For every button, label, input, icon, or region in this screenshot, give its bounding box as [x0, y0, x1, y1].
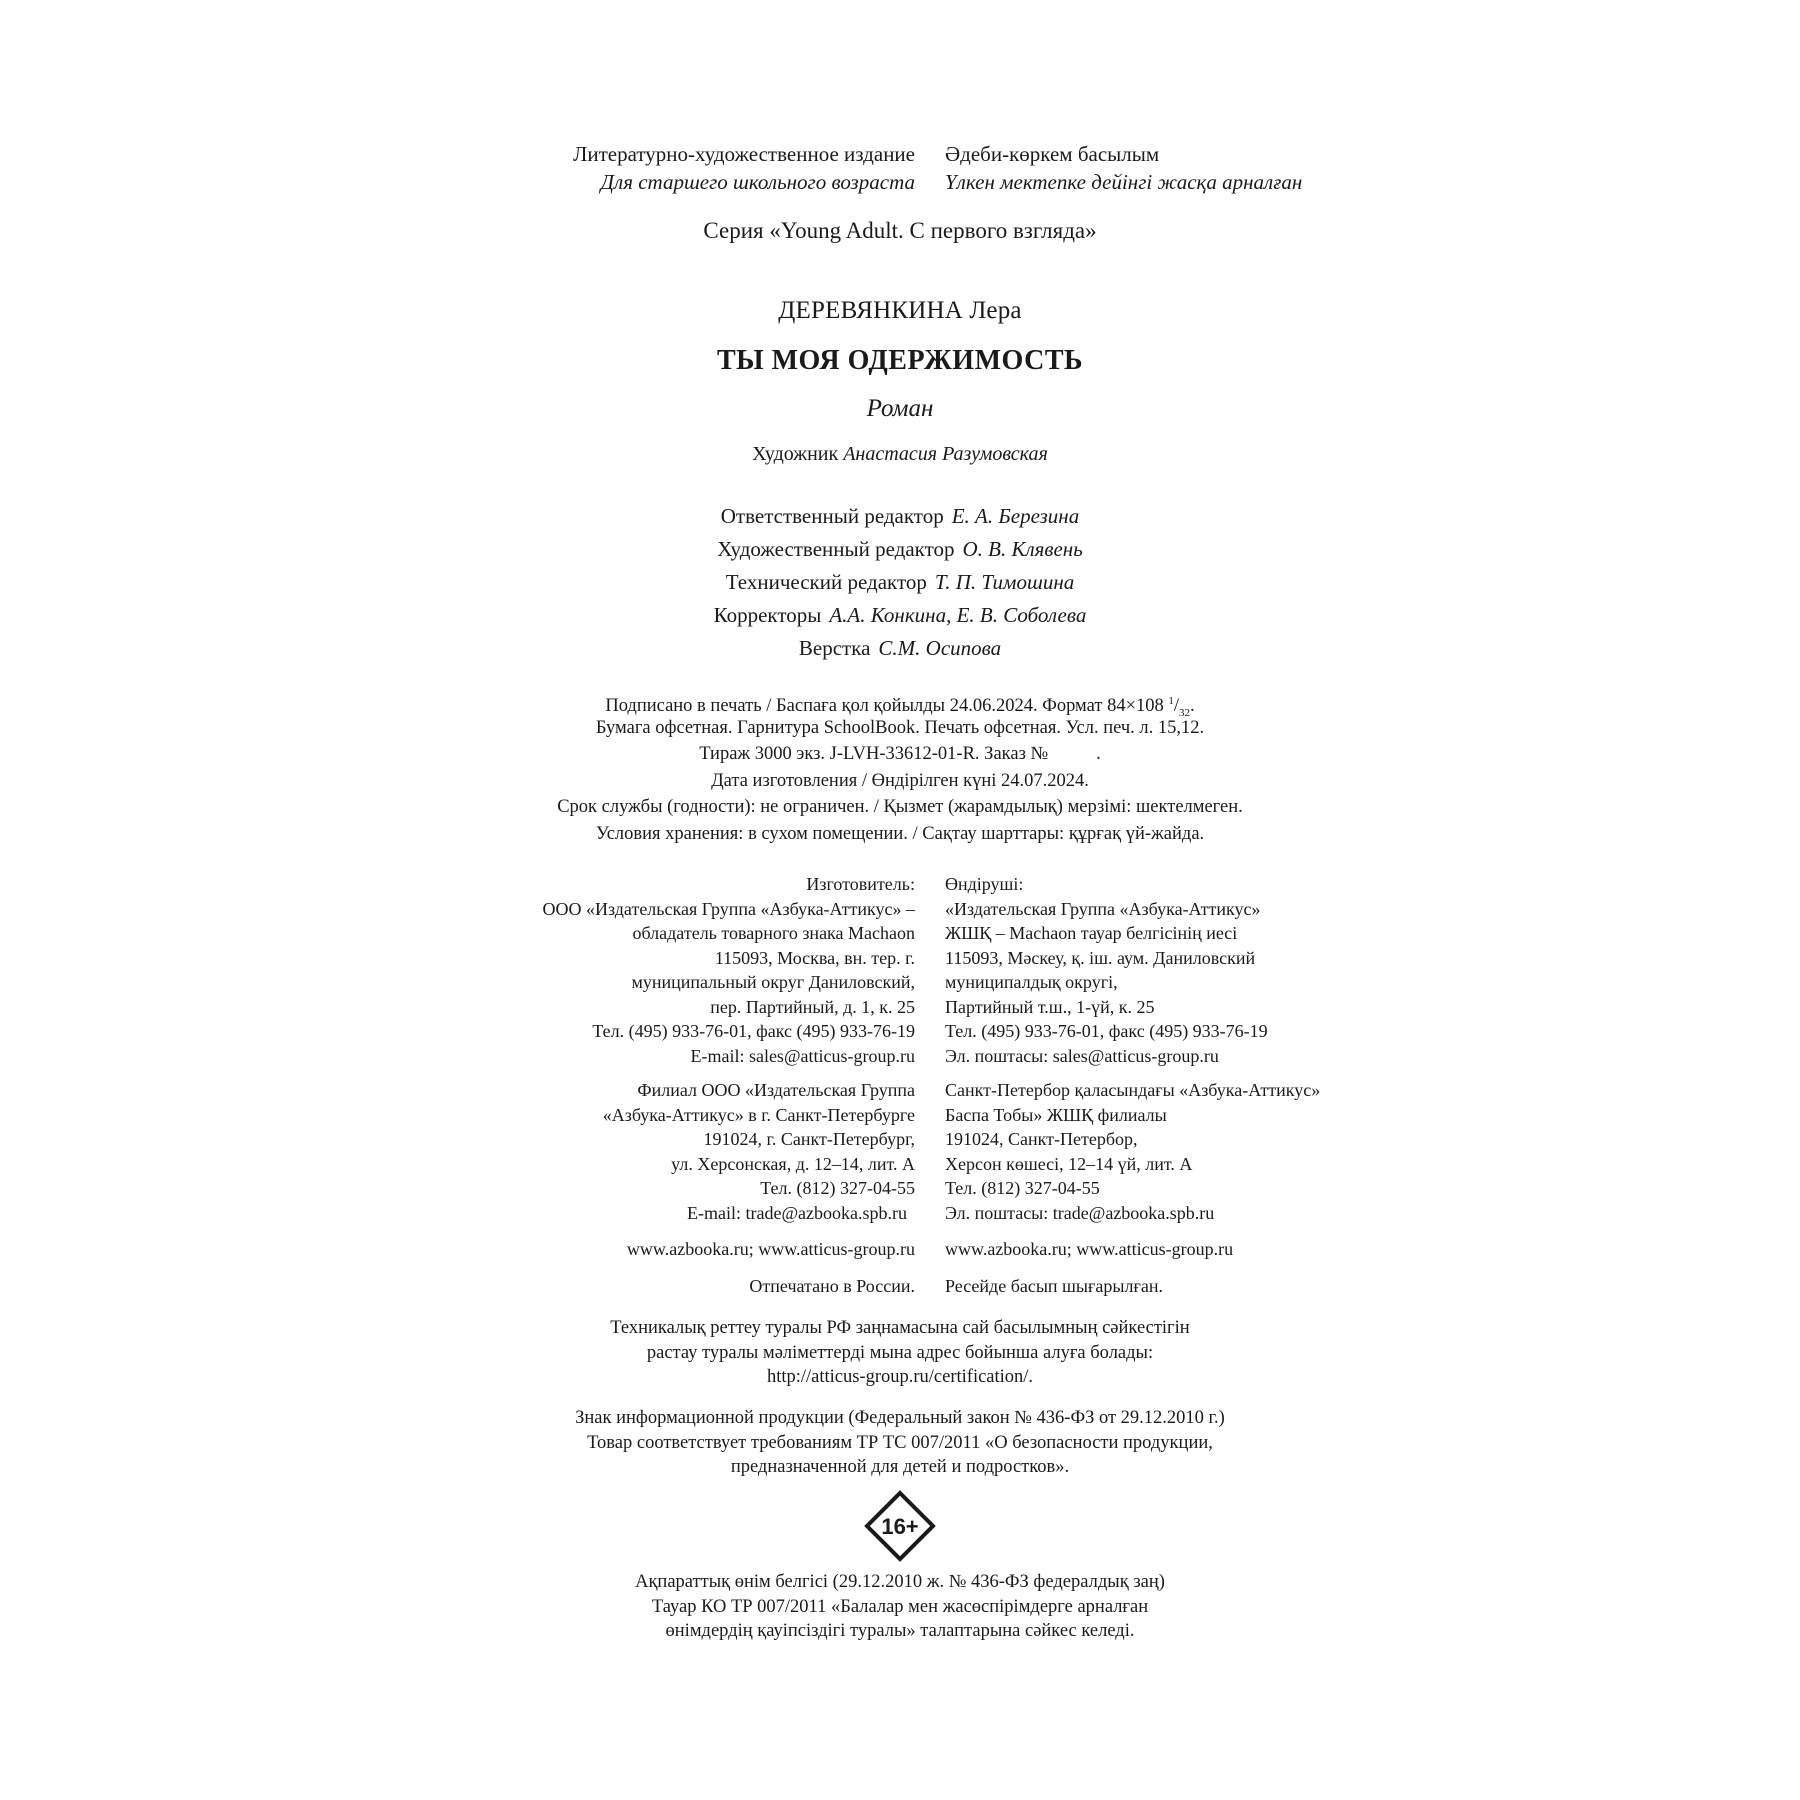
format-end: . [1190, 696, 1195, 717]
address-line: 191024, Санкт-Петербор, [945, 1129, 1138, 1149]
address-line: Филиал ООО «Издательская Группа [637, 1080, 915, 1100]
address-line: Херсон көшесі, 12–14 үй, лит. А [945, 1153, 1193, 1174]
edition-type-ru: Литературно-художественное издание [573, 142, 915, 166]
address-line: муниципальный округ Даниловский, [631, 972, 915, 992]
credit-name: О. В. Клявень [962, 537, 1083, 561]
certification-line: Техникалық реттеу туралы РФ заңнамасына сай басылымның сәйкестігін [610, 1318, 1190, 1338]
edition-type-kz: Әдеби-көркем басылым [945, 142, 1160, 166]
printed-in-kz: Ресейде басып шығарылған. [945, 1276, 1163, 1296]
age-audience-kz: Үлкен мектепке дейінгі жасқа арналған [945, 170, 1303, 194]
signed-format-line: Подписано в печать / Баспаға қол қойылды 24.06.2024. Формат 84×108 $^1/_{32}$. [605, 695, 1195, 719]
credit-row [0, 566, 1800, 599]
info-sign-line: Товар соответствует требованиям ТР ТС 007/2011 «О безопасности продукции, [587, 1432, 1213, 1453]
credit-row [0, 500, 1800, 533]
address-line: «Издательская Группа «Азбука-Аттикус» [945, 898, 1261, 919]
address-line: Өндіруші: [945, 874, 1024, 894]
credit-role: Технический редактор [725, 570, 927, 594]
info-sign-line: Ақпараттық өнім белгісі (29.12.2010 ж. № 436-ФЗ федералдық заң) [635, 1572, 1165, 1592]
credit-name: Е. А. Березина [951, 504, 1080, 528]
address-line: Баспа Тобы» ЖШҚ филиалы [945, 1104, 1167, 1125]
book-title: ТЫ МОЯ ОДЕРЖИМОСТЬ [716, 345, 1084, 376]
branch-kz [945, 1078, 1320, 1225]
edition-header-ru [573, 140, 915, 196]
shelf-life-line: Срок службы (годности): не ограничен. / Қызмет (жарамдылық) мерзімі: шектелмеген. [557, 797, 1243, 817]
address-line: пер. Партийный, д. 1, к. 25 [710, 996, 915, 1017]
info-sign-kz-block [0, 1570, 1800, 1644]
address-line: ООО «Издательская Группа «Азбука-Аттикус» – [542, 898, 915, 919]
credit-row [0, 533, 1800, 566]
run-line [0, 741, 1800, 768]
address-line: 115093, Мәскеу, қ. іш. аум. Даниловский [945, 947, 1256, 968]
credit-role: Верстка [798, 636, 871, 660]
age-rating-badge-icon [864, 1490, 936, 1562]
websites-ru: www.azbooka.ru; www.atticus-group.ru [626, 1239, 915, 1259]
artist-role: Художник [752, 443, 839, 465]
address-line: Партийный т.ш., 1-үй, к. 25 [945, 996, 1155, 1017]
address-line: обладатель товарного знака Machaon [632, 923, 915, 943]
address-line: 115093, Москва, вн. тер. г. [714, 947, 915, 968]
credit-row [0, 632, 1800, 665]
info-sign-line: Тауар КО ТР 007/2011 «Балалар мен жасөспірімдерге арналған [651, 1596, 1149, 1617]
credit-role: Художественный редактор [717, 537, 955, 561]
credit-name: С.М. Осипова [878, 636, 1002, 660]
email-line: Эл. поштасы: sales@atticus-group.ru [945, 1045, 1219, 1066]
run-end: . [1096, 744, 1101, 764]
address-line: ЖШҚ – Machaon тауар белгісінің иесі [945, 923, 1238, 943]
info-sign-line: өнімдердің қауіпсіздігі туралы» талаптарына сәйкес келеді. [665, 1621, 1135, 1641]
genre: Роман [866, 395, 934, 422]
artist-name: Анастасия Разумовская [843, 443, 1048, 465]
printed-in-ru: Отпечатано в России. [749, 1276, 915, 1296]
address-line: ул. Херсонская, д. 12–14, лит. А [671, 1153, 915, 1174]
address-line: 191024, г. Санкт-Петербург, [703, 1129, 915, 1149]
edition-header-kz [945, 140, 1302, 196]
age-rating-label: 16+ [881, 1514, 919, 1539]
format-denominator: 32 [1179, 706, 1191, 719]
manufacturer-kz [945, 872, 1268, 1068]
manufacture-date-line: Дата изготовления / Өндірілген күні 24.07.2024. [711, 770, 1089, 791]
credit-row [0, 599, 1800, 632]
email-line: E-mail: trade@azbooka.spb.ru [687, 1202, 907, 1223]
series-line: Серия «Young Adult. С первого взгляда» [703, 218, 1097, 243]
signed-text: Подписано в печать / Баспаға қол қойылды 24.06.2024. Формат 84×108 [605, 696, 1164, 717]
credit-role: Ответственный редактор [720, 504, 944, 528]
manufacturer-ru [542, 872, 915, 1068]
credit-name: А.А. Конкина, Е. В. Соболева [829, 603, 1087, 627]
credit-role: Корректоры [713, 603, 822, 627]
storage-line: Условия хранения: в сухом помещении. / Сақтау шарттары: құрғақ үй-жайда. [595, 823, 1205, 844]
info-sign-ru-block [0, 1406, 1800, 1480]
age-audience-ru: Для старшего школьного возраста [600, 170, 915, 194]
editorial-credits [0, 500, 1800, 665]
author-name: ДЕРЕВЯНКИНА Лера [778, 297, 1022, 324]
address-line: Изготовитель: [806, 874, 915, 894]
run-text: Тираж 3000 экз. J-LVH-33612-01-R. Заказ № [699, 744, 1049, 764]
email-line: Эл. поштасы: trade@azbooka.spb.ru [945, 1202, 1215, 1223]
info-sign-line: Знак информационной продукции (Федеральный закон № 436-ФЗ от 29.12.2010 г.) [575, 1408, 1225, 1428]
print-details [0, 688, 1800, 847]
certification-line: растау туралы мәліметтерді мына адрес бойынша алуға болады: [646, 1342, 1154, 1363]
certification-block [0, 1316, 1800, 1390]
phone-line: Тел. (495) 933-76-01, факс (495) 933-76-19 [945, 1021, 1268, 1041]
address-line: «Азбука-Аттикус» в г. Санкт-Петербурге [602, 1104, 915, 1125]
paper-line: Бумага офсетная. Гарнитура SchoolBook. Печать офсетная. Усл. печ. л. 15,12. [595, 717, 1205, 738]
phone-line: Тел. (495) 933-76-01, факс (495) 933-76-19 [592, 1021, 915, 1041]
certification-link: http://atticus-group.ru/certification/. [766, 1367, 1034, 1387]
phone-line: Тел. (812) 327-04-55 [760, 1178, 915, 1198]
artist-line [0, 443, 1800, 466]
format-numerator: 1 [1168, 695, 1174, 707]
email-line: E-mail: sales@atticus-group.ru [690, 1045, 915, 1066]
phone-line: Тел. (812) 327-04-55 [945, 1178, 1100, 1198]
credit-name: Т. П. Тимошина [934, 570, 1075, 594]
branch-ru [603, 1078, 915, 1225]
address-line: Санкт-Петербор қаласындағы «Азбука-Аттикус» [945, 1080, 1321, 1100]
websites-kz: www.azbooka.ru; www.atticus-group.ru [945, 1239, 1234, 1259]
address-line: муниципалдық округі, [945, 972, 1118, 992]
info-sign-line: предназначенной для детей и подростков». [730, 1457, 1070, 1477]
